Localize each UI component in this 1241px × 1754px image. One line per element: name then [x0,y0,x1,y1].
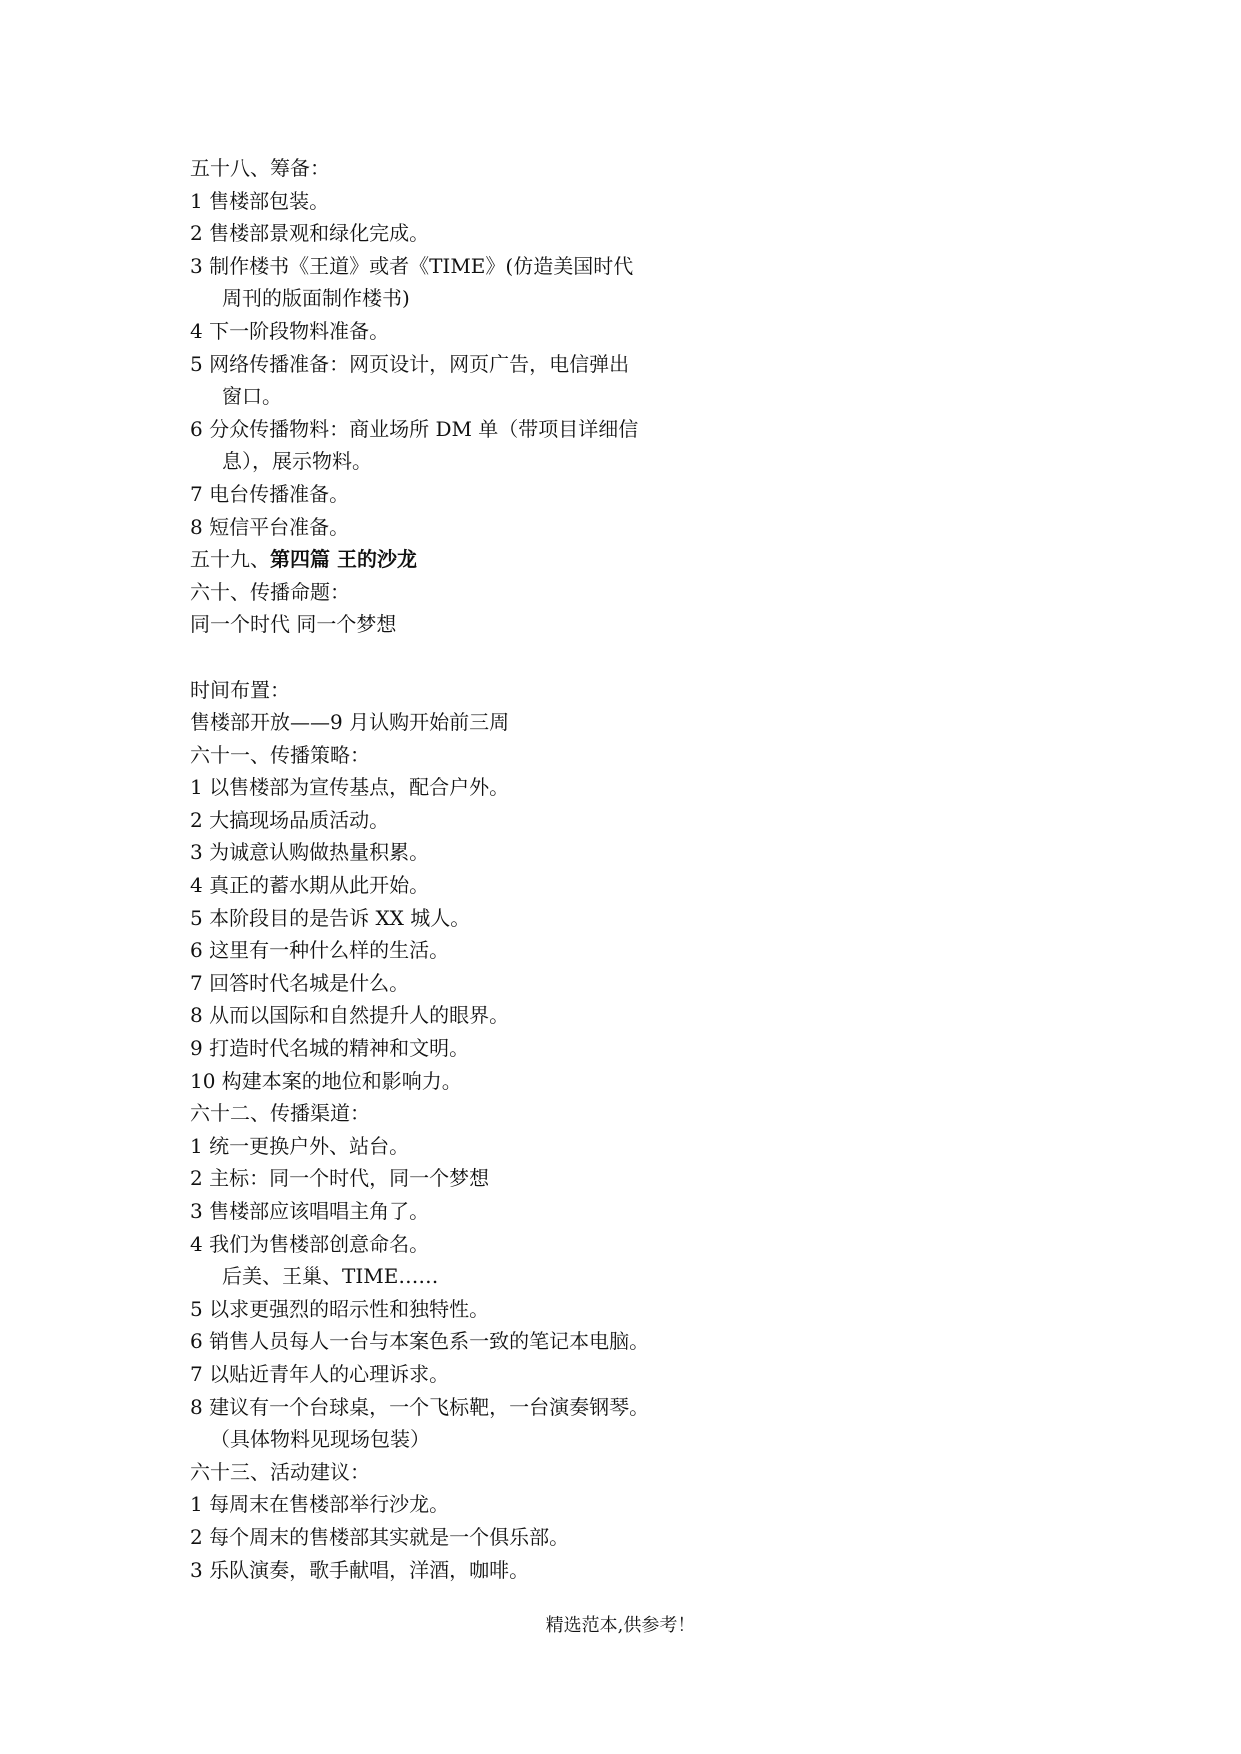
list-item: 5 网络传播准备：网页设计，网页广告，电信弹出 [190,351,630,376]
list-item: 8 建议有一个台球桌，一个飞标靶，一台演奏钢琴。 [190,1394,650,1419]
blank-line [190,641,750,674]
list-item: 4 下一阶段物料准备。 [190,318,390,343]
note-text: （具体物料见现场包装） [210,1427,430,1452]
list-item: 7 回答时代名城是什么。 [190,970,410,995]
list-item-continuation: 后美、王巢、TIME…… [222,1264,439,1289]
list-item: 1 以售楼部为宣传基点，配合户外。 [190,775,510,800]
list-item: 2 主标：同一个时代，同一个梦想 [190,1166,490,1191]
list-item: 6 销售人员每人一台与本案色系一致的笔记本电脑。 [190,1329,650,1354]
heading-section-59 [190,543,750,576]
list-item: 8 从而以国际和自然提升人的眼界。 [190,1003,510,1028]
list-item: 1 售楼部包装。 [190,188,330,213]
section-number: 五十九、 [190,547,270,572]
schedule-label: 时间布置： [190,677,290,702]
schedule-text: 售楼部开放——9 月认购开始前三周 [190,710,510,735]
list-item: 7 电台传播准备。 [190,481,350,506]
list-item: 6 分众传播物料：商业场所 DM 单（带项目详细信 [190,416,639,441]
list-item: 3 为诚意认购做热量积累。 [190,840,430,865]
list-item: 1 每周末在售楼部举行沙龙。 [190,1492,450,1517]
list-item: 6 这里有一种什么样的生活。 [190,938,450,963]
list-item: 3 乐队演奏，歌手献唱，洋酒，咖啡。 [190,1557,530,1582]
list-item-continuation: 周刊的版面制作楼书) [222,286,410,311]
page-footer: 精选范本,供参考！ [545,1615,696,1636]
heading-section-62: 六十二、传播渠道： [190,1101,370,1126]
list-item: 9 打造时代名城的精神和文明。 [190,1036,470,1061]
list-item: 4 我们为售楼部创意命名。 [190,1231,430,1256]
list-item: 2 每个周末的售楼部其实就是一个俱乐部。 [190,1524,570,1549]
list-item: 3 制作楼书《王道》或者《TIME》(仿造美国时代 [190,253,634,278]
list-item: 4 真正的蓄水期从此开始。 [190,873,430,898]
document-body [190,152,750,1586]
theme-text: 同一个时代 同一个梦想 [190,612,397,637]
list-item: 7 以贴近青年人的心理诉求。 [190,1361,450,1386]
list-item: 5 本阶段目的是告诉 XX 城人。 [190,905,471,930]
list-item: 10 构建本案的地位和影响力。 [190,1068,462,1093]
list-item: 8 短信平台准备。 [190,514,350,539]
list-item-continuation: 窗口。 [222,384,282,409]
heading-section-61: 六十一、传播策略： [190,742,370,767]
heading-section-60: 六十、传播命题： [190,579,350,604]
list-item: 2 大搞现场品质活动。 [190,807,390,832]
list-item: 1 统一更换户外、站台。 [190,1133,410,1158]
list-item: 5 以求更强烈的昭示性和独特性。 [190,1296,490,1321]
heading-section-63: 六十三、活动建议： [190,1459,370,1484]
section-title: 第四篇 王的沙龙 [270,547,417,572]
list-item-continuation: 息），展示物料。 [222,449,372,474]
list-item: 2 售楼部景观和绿化完成。 [190,221,430,246]
heading-section-58: 五十八、筹备： [190,156,330,180]
list-item: 3 售楼部应该唱唱主角了。 [190,1199,430,1223]
